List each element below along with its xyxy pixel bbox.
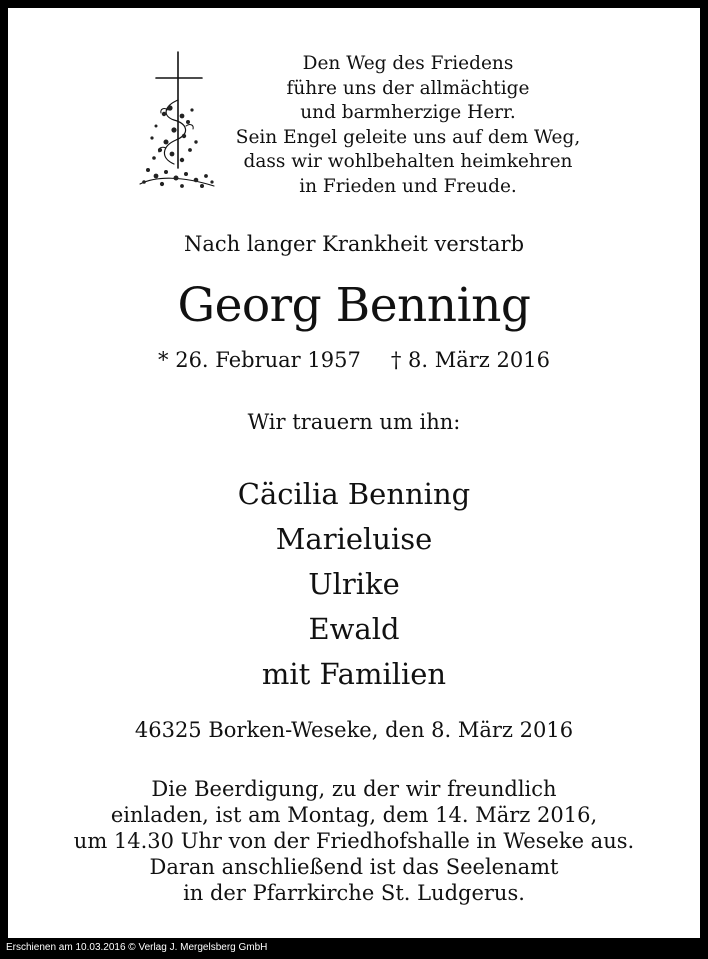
place-and-date: 46325 Borken-Weseke, den 8. März 2016	[134, 718, 574, 742]
funeral-line: einladen, ist am Montag, dem 14. März 2016,	[110, 803, 598, 827]
verse-line: dass wir wohlbehalten heimkehren	[243, 151, 573, 172]
mourner-name: Marieluise	[275, 522, 433, 556]
verse-line: und barmherzige Herr.	[300, 102, 516, 123]
verse-line: in Frieden und Freude.	[299, 175, 517, 197]
verse-line: führe uns der allmächtige	[286, 77, 530, 99]
deceased-name: Georg Benning	[177, 278, 531, 333]
obituary-notice	[8, 8, 700, 938]
mourning-heading: Wir trauern um ihn:	[247, 410, 461, 434]
mourner-name: Ewald	[308, 612, 400, 646]
funeral-line: in der Pfarrkirche St. Ludgerus.	[183, 881, 525, 905]
intro-text: Nach langer Krankheit verstarb	[183, 232, 525, 256]
verse-block	[203, 52, 613, 199]
mourner-name: mit Familien	[261, 657, 447, 691]
funeral-line: um 14.30 Uhr von der Friedhofshalle in Weseke aus.	[73, 829, 635, 853]
funeral-line: Daran anschließend ist das Seelenamt	[149, 855, 559, 879]
mourner-name: Ulrike	[308, 567, 400, 601]
death-date: † 8. März 2016	[390, 348, 550, 372]
birth-date: * 26. Februar 1957	[158, 348, 361, 372]
funeral-details	[8, 776, 700, 906]
verse-line: Den Weg des Friedens	[302, 53, 514, 74]
life-dates	[8, 348, 700, 372]
funeral-line: Die Beerdigung, zu der wir freundlich	[151, 777, 557, 801]
mourner-name: Cäcilia Benning	[237, 477, 471, 511]
mourners-list	[8, 472, 700, 697]
verse-line: Sein Engel geleite uns auf dem Weg,	[235, 126, 581, 148]
publication-footer: Erschienen am 10.03.2016 © Verlag J. Mergelsberg GmbH	[6, 942, 268, 953]
